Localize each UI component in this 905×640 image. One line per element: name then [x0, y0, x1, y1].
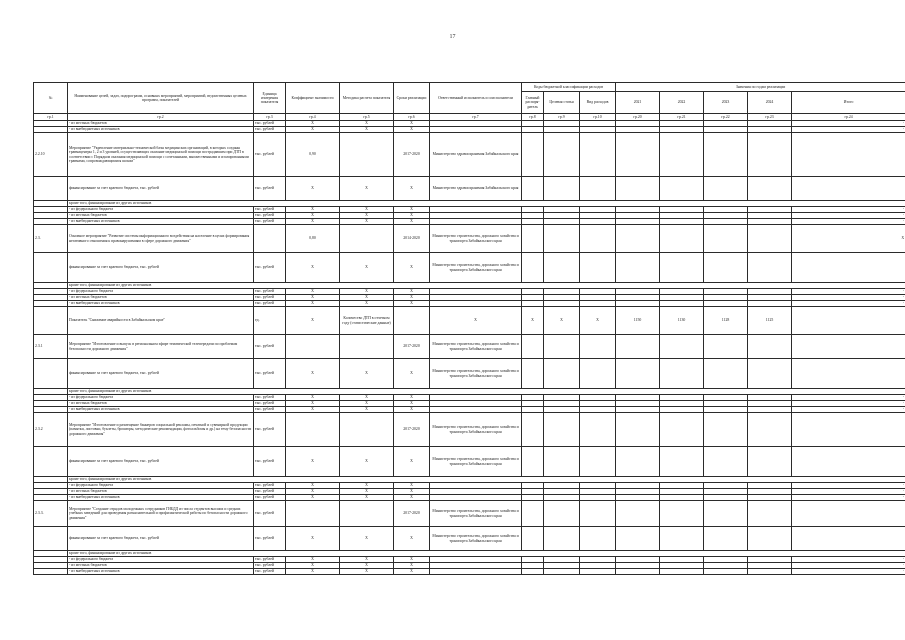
header-total: Итого	[792, 92, 905, 114]
page-number: 17	[449, 34, 456, 40]
header-2021: 2021	[616, 92, 660, 114]
table-row: кроме того, финансирование из других источников	[34, 389, 905, 395]
table-row: финансирование за счет краевого бюджета, тыс. рублей тыс. рублей X X X Министерство здравоохранения Забайкальского края	[34, 177, 905, 201]
header-method: Методика расчета показателя	[340, 83, 394, 114]
table-row: - из внебюджетных источников тыс. рублей X X X -	[34, 407, 905, 413]
col-number: гр.6	[394, 114, 430, 121]
col-number: гр.8	[522, 114, 544, 121]
header-term: Сроки реализации	[394, 83, 430, 114]
col-number: гр.9	[544, 114, 580, 121]
col-number: гр.21	[660, 114, 704, 121]
col-number: гр.4	[286, 114, 340, 121]
table-row: - из федерального бюджета тыс. рублей X X X -	[34, 483, 905, 489]
header-2022: 2022	[660, 92, 704, 114]
header-codes-group: Коды бюджетной классификации расходов	[522, 83, 616, 92]
header-name: Наименование целей, задач, подпрограмм, основных мероприятий, мероприятий, ведомственных целевых программ, показателей	[68, 83, 254, 114]
header-cs: Целевая статья	[544, 92, 580, 114]
row-name: - из местных бюджетов	[68, 121, 254, 127]
row-name: - из внебюджетных источников	[68, 127, 254, 133]
table-row: - из внебюджетных источников тыс. рублей X X X -	[34, 127, 905, 133]
table-row: - из внебюджетных источников тыс. рублей X X X -	[34, 219, 905, 225]
col-number: гр.3	[254, 114, 286, 121]
table-row: - из федерального бюджета тыс. рублей X X X -	[34, 557, 905, 563]
col-number: гр.5	[340, 114, 394, 121]
row-no: 2.3.3.	[34, 501, 68, 527]
header-2023: 2023	[704, 92, 748, 114]
table-row: 2.3.3. Мероприятие "Создание отрядов молодежных сотрудников ГИБДД из числа студентов высших и средних учебных заведений для проведения разъяснительной и профилактической работы по безопасности дорожного движения" тыс. рублей 2017-2020 Министерство строительства, дорожного хозяйства и транспорта Забайкальского края	[34, 501, 905, 527]
table-row: кроме того, финансирование из других источников	[34, 477, 905, 483]
col-number: гр.24	[792, 114, 905, 121]
row-name: Мероприятие "Укрепление материально-технической базы медицинских организаций, в которых созданы травмацентры 1, 2 и 3 уровней, осуществляющих оказание медицинской помощи пострадавшим при ДТП в соответствии с Порядком оказания медицинской помощи с сочетанными, множественными и изолированными травмами, сопровождающимися шоком"	[68, 133, 254, 177]
row-unit: тыс. рублей	[254, 127, 286, 133]
col-number: гр.1	[34, 114, 68, 121]
header-vr: Вид расходов	[580, 92, 616, 114]
row-no: 2.3.2	[34, 413, 68, 447]
col-number: гр.2	[68, 114, 254, 121]
header-ch: Главный распоря-дитель	[522, 92, 544, 114]
table-row: кроме того, финансирование из других источников	[34, 283, 905, 289]
col-number: гр.7	[430, 114, 522, 121]
table-row: финансирование за счет краевого бюджета, тыс. рублей тыс. рублей X X X Министерство строительства, дорожного хозяйства и транспорта Забайкальского края	[34, 527, 905, 551]
header-coef: Коэффициент значимости	[286, 83, 340, 114]
table-row: 2.3.1 Мероприятие "Изготовление и выпуск в региональном эфире тематической телепередачи по проблемам безопасности дорожного движения" тыс. рублей 2017-2020 Министерство строительства, дорожного хозяйства и транспорта Забайкальского края	[34, 335, 905, 359]
table-row: 2.3. Основное мероприятие "Развитие системы информационного воздействия на население в целях формирования негативного отношения к правонарушениям в сфере дорожного движения" 0,80 2014-2020 Министерство строительства, дорожного хозяйства и транспорта Забайкальского края X	[34, 225, 905, 253]
table-row: кроме того, финансирование из других источников	[34, 551, 905, 557]
table-row: - из местных бюджетов тыс. рублей X X X -	[34, 401, 905, 407]
row-name: Мероприятие "Изготовление и размещение баннеров социальной рекламы, печатной и сувенирной продукции (памятки, листовки, буклеты, брошюры, методические рекомендации, фотоальбомы и др.) на тему безопасности дорожного движения"	[68, 413, 254, 447]
header-unit: Единица измерения показателя	[254, 83, 286, 114]
table-row: - из федерального бюджета тыс. рублей X X X -	[34, 395, 905, 401]
table-row: - из местных бюджетов тыс. рублей X X X -	[34, 121, 905, 127]
col-number: гр.20	[616, 114, 660, 121]
row-no: 2.3.1	[34, 335, 68, 359]
row-name: Мероприятие "Изготовление и выпуск в региональном эфире тематической телепередачи по проблемам безопасности дорожного движения"	[68, 335, 254, 359]
row-no: 2.3.	[34, 225, 68, 253]
col-number: гр.10	[580, 114, 616, 121]
table-row: 2.3.2 Мероприятие "Изготовление и размещение баннеров социальной рекламы, печатной и сувенирной продукции (памятки, листовки, буклеты, брошюры, методические рекомендации, фотоальбомы и др.) на тему безопасности дорожного движения" тыс. рублей 2017-2020 Министерство строительства, дорожного хозяйства и транспорта Забайкальского края	[34, 413, 905, 447]
table-row: - из федерального бюджета тыс. рублей X X X -	[34, 289, 905, 295]
col-number: гр.22	[704, 114, 748, 121]
row-name: Основное мероприятие "Развитие системы информационного воздействия на население в целях формирования негативного отношения к правонарушениям в сфере дорожного движения"	[68, 225, 254, 253]
header-values-group: Значения по годам реализации	[616, 83, 905, 92]
header-exec: Ответственный исполнитель и соисполнители	[430, 83, 522, 114]
table-row: - из внебюджетных источников тыс. рублей X X X -	[34, 495, 905, 501]
indicator-name: Показатель "Снижение аварийности в Забайкальском крае"	[68, 307, 254, 335]
table-row: - из местных бюджетов тыс. рублей X X X -	[34, 213, 905, 219]
table-row: кроме того, финансирование из других источников	[34, 201, 905, 207]
table-row: - из федерального бюджета тыс. рублей X X X -	[34, 207, 905, 213]
table-row: 2.2.10 Мероприятие "Укрепление материально-технической базы медицинских организаций, в которых созданы травмацентры 1, 2 и 3 уровней, осуществляющих оказание медицинской помощи пострадавшим при ДТП в соответствии с Порядком оказания медицинской помощи с сочетанными, множественными и изолированными травмами, сопровождающимися шоком" тыс. рублей 0,90 2017-2020 Министерство здравоохранения Забайкальского края	[34, 133, 905, 177]
table-row: - из местных бюджетов тыс. рублей X X X -	[34, 489, 905, 495]
header-no: №	[34, 83, 68, 114]
table-row: - из местных бюджетов тыс. рублей X X X -	[34, 295, 905, 301]
table-row: - из внебюджетных источников тыс. рублей X X X -	[34, 569, 905, 575]
row-no: 2.2.10	[34, 133, 68, 177]
table-row: финансирование за счет краевого бюджета, тыс. рублей тыс. рублей X X X Министерство строительства, дорожного хозяйства и транспорта Забайкальского края	[34, 447, 905, 477]
table-row: финансирование за счет краевого бюджета, тыс. рублей тыс. рублей X X X Министерство строительства, дорожного хозяйства и транспорта Забайкальского края	[34, 359, 905, 389]
row-unit: тыс. рублей	[254, 121, 286, 127]
table-row: - из внебюджетных источников тыс. рублей X X X -	[34, 301, 905, 307]
row-name: Мероприятие "Создание отрядов молодежных сотрудников ГИБДД из числа студентов высших и средних учебных заведений для проведения разъяснительной и профилактической работы по безопасности дорожного движения"	[68, 501, 254, 527]
table-row: - из местных бюджетов тыс. рублей X X X -	[34, 563, 905, 569]
program-table	[33, 82, 905, 575]
col-number: гр.23	[748, 114, 792, 121]
header-2024: 2024	[748, 92, 792, 114]
table-row: Показатель "Снижение аварийности в Забайкальском крае" ед. X Количество ДТП в отчетном году (статистические данные) X X X X 1150 1130 1128 1125	[34, 307, 905, 335]
table-row: финансирование за счет краевого бюджета, тыс. рублей тыс. рублей X X X Министерство строительства, дорожного хозяйства и транспорта Забайкальского края	[34, 253, 905, 283]
